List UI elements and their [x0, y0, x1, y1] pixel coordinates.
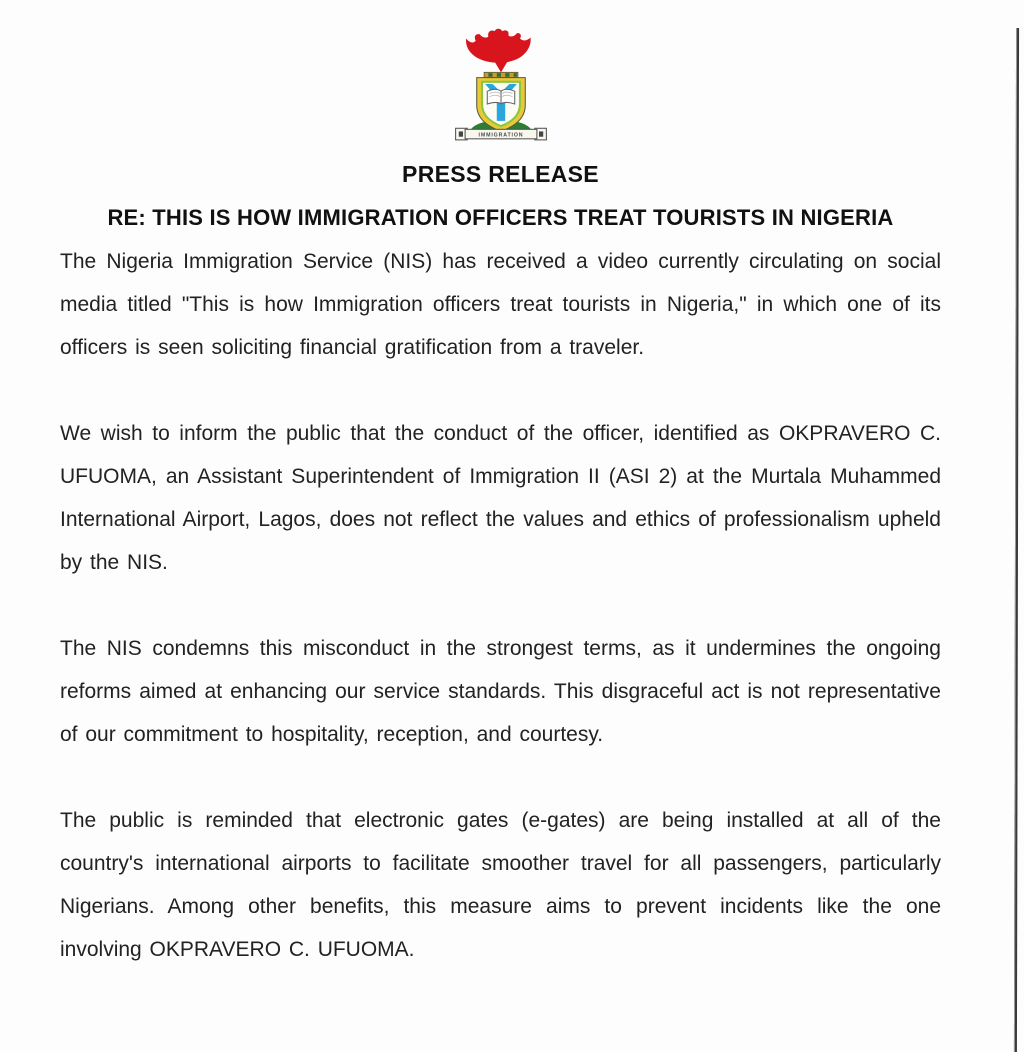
crest-banner-text: IMMIGRATION	[478, 132, 523, 139]
crest-banner	[455, 128, 546, 140]
crest-book	[487, 89, 514, 104]
paragraph-condemnation: The NIS condemns this misconduct in the strongest terms, as it undermines the ongoing reforms aimed at enhancing our service standards. This disgraceful act is not representative of our commitment to hospitality, reception, and courtesy.	[60, 637, 941, 746]
press-release-document	[0, 28, 1024, 1052]
eagle-icon	[466, 29, 531, 73]
nis-crest-logo	[441, 28, 561, 142]
document-content	[0, 28, 1024, 971]
press-release-subject: RE: THIS IS HOW IMMIGRATION OFFICERS TREAT TOURISTS IN NIGERIA	[107, 205, 894, 230]
paragraph-egates: The public is reminded that electronic gates (e-gates) are being installed at all of the country's international airports to facilitate smoother travel for all passengers, particularly Nigerians. Among other benefits, this measure aims to prevent incidents like the one involving OKPRAVERO C. UFUOMA.	[60, 809, 941, 961]
nis-crest-svg	[441, 28, 561, 142]
crest-torse	[484, 72, 518, 77]
press-release-title: PRESS RELEASE	[402, 161, 599, 187]
paragraph-officer-identified: We wish to inform the public that the conduct of the officer, identified as OKPRAVERO C. UFUOMA, an Assistant Superintendent of Immigration II (ASI 2) at the Murtala Muhammed International Airport, Lagos, does not reflect the values and ethics of professionalism upheld by the NIS.	[60, 422, 941, 574]
press-release-body	[60, 240, 941, 971]
paragraph-video-received: The Nigeria Immigration Service (NIS) has received a video currently circulating on social media titled "This is how Immigration officers treat tourists in Nigeria," in which one of its officers is seen soliciting financial gratification from a traveler.	[60, 250, 941, 359]
